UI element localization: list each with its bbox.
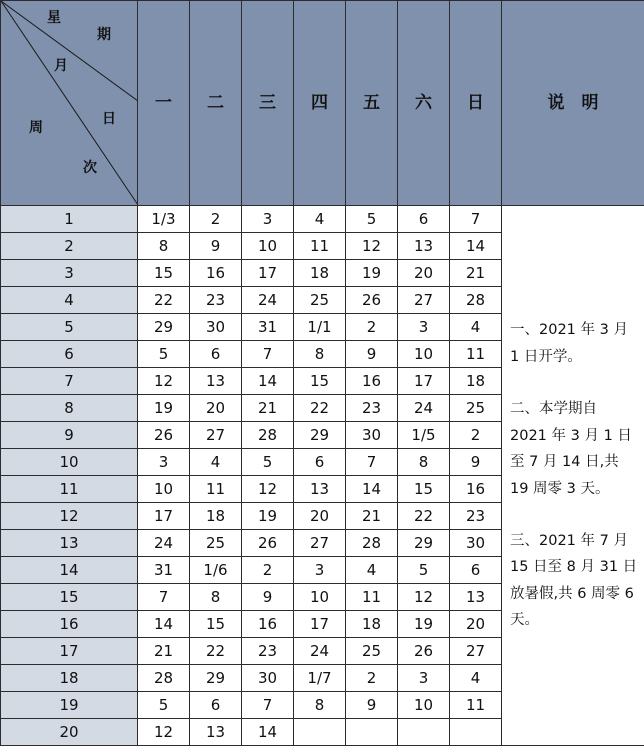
day-header-fri: 五	[346, 1, 398, 206]
date-cell: 10	[138, 476, 190, 503]
note-header: 说 明	[502, 1, 644, 206]
date-cell: 13	[294, 476, 346, 503]
date-cell: 4	[450, 665, 502, 692]
calendar-body	[1, 206, 644, 746]
date-cell: 6	[190, 692, 242, 719]
date-cell: 8	[190, 584, 242, 611]
date-cell: 30	[346, 422, 398, 449]
date-cell: 1/6	[190, 557, 242, 584]
date-cell: 16	[190, 260, 242, 287]
date-cell	[294, 719, 346, 746]
date-cell: 14	[242, 719, 294, 746]
day-header-mon: 一	[138, 1, 190, 206]
date-cell: 14	[450, 233, 502, 260]
date-cell: 6	[398, 206, 450, 233]
date-cell: 5	[346, 206, 398, 233]
corner-label-ri: 日	[102, 112, 116, 126]
date-cell: 17	[138, 503, 190, 530]
date-cell: 9	[450, 449, 502, 476]
day-header-tue: 二	[190, 1, 242, 206]
date-cell: 30	[242, 665, 294, 692]
date-cell: 24	[242, 287, 294, 314]
date-cell: 28	[138, 665, 190, 692]
date-cell: 12	[398, 584, 450, 611]
date-cell: 23	[242, 638, 294, 665]
date-cell: 27	[398, 287, 450, 314]
date-cell: 20	[450, 611, 502, 638]
header-row	[1, 1, 644, 206]
date-cell: 25	[190, 530, 242, 557]
day-header-sat: 六	[398, 1, 450, 206]
date-cell: 18	[294, 260, 346, 287]
date-cell: 1/1	[294, 314, 346, 341]
date-cell: 6	[294, 449, 346, 476]
week-number-cell: 12	[1, 503, 138, 530]
date-cell: 8	[294, 692, 346, 719]
date-cell: 15	[398, 476, 450, 503]
date-cell: 19	[398, 611, 450, 638]
week-number-cell: 3	[1, 260, 138, 287]
week-number-cell: 11	[1, 476, 138, 503]
date-cell: 23	[346, 395, 398, 422]
date-cell: 2	[190, 206, 242, 233]
date-cell: 18	[346, 611, 398, 638]
date-cell: 3	[294, 557, 346, 584]
date-cell: 26	[242, 530, 294, 557]
date-cell: 17	[294, 611, 346, 638]
week-number-cell: 19	[1, 692, 138, 719]
corner-label-ci: 次	[83, 161, 97, 175]
date-cell: 26	[346, 287, 398, 314]
week-number-cell: 4	[1, 287, 138, 314]
date-cell: 2	[450, 422, 502, 449]
date-cell: 10	[398, 692, 450, 719]
date-cell: 20	[294, 503, 346, 530]
week-number-cell: 16	[1, 611, 138, 638]
date-cell: 20	[398, 260, 450, 287]
date-cell: 20	[190, 395, 242, 422]
date-cell: 12	[242, 476, 294, 503]
date-cell	[398, 719, 450, 746]
table-row	[1, 206, 644, 233]
date-cell: 8	[294, 341, 346, 368]
day-header-wed: 三	[242, 1, 294, 206]
date-cell: 13	[190, 368, 242, 395]
note-paragraph: 二、本学期自 2021 年 3 月 1 日至 7 月 14 日,共 19 周零 3 天。	[510, 396, 638, 502]
date-cell: 23	[190, 287, 242, 314]
corner-label-yue: 月	[54, 59, 68, 73]
date-cell: 1/3	[138, 206, 190, 233]
date-cell: 24	[138, 530, 190, 557]
date-cell: 25	[346, 638, 398, 665]
date-cell: 9	[190, 233, 242, 260]
date-cell: 30	[450, 530, 502, 557]
date-cell: 21	[450, 260, 502, 287]
date-cell	[450, 719, 502, 746]
date-cell: 15	[190, 611, 242, 638]
date-cell: 21	[346, 503, 398, 530]
date-cell: 17	[398, 368, 450, 395]
date-cell: 1/7	[294, 665, 346, 692]
date-cell: 5	[242, 449, 294, 476]
date-cell: 7	[138, 584, 190, 611]
date-cell: 11	[294, 233, 346, 260]
date-cell: 29	[190, 665, 242, 692]
date-cell: 2	[346, 665, 398, 692]
date-cell: 13	[398, 233, 450, 260]
date-cell: 3	[138, 449, 190, 476]
date-cell: 19	[138, 395, 190, 422]
diagonal-lines	[1, 1, 138, 205]
date-cell: 22	[398, 503, 450, 530]
date-cell: 21	[138, 638, 190, 665]
date-cell: 9	[242, 584, 294, 611]
date-cell: 29	[294, 422, 346, 449]
date-cell: 4	[450, 314, 502, 341]
date-cell: 31	[242, 314, 294, 341]
date-cell: 2	[346, 314, 398, 341]
date-cell: 14	[138, 611, 190, 638]
week-number-cell: 15	[1, 584, 138, 611]
date-cell: 9	[346, 692, 398, 719]
note-paragraph: 一、2021 年 3 月 1 日开学。	[510, 317, 638, 370]
date-cell: 14	[242, 368, 294, 395]
week-number-cell: 20	[1, 719, 138, 746]
date-cell: 10	[398, 341, 450, 368]
date-cell: 11	[450, 341, 502, 368]
week-number-cell: 8	[1, 395, 138, 422]
date-cell: 5	[138, 341, 190, 368]
date-cell: 10	[294, 584, 346, 611]
date-cell: 24	[398, 395, 450, 422]
date-cell: 11	[346, 584, 398, 611]
date-cell: 8	[138, 233, 190, 260]
corner-label-zhou: 周	[29, 121, 43, 135]
date-cell: 3	[398, 665, 450, 692]
date-cell: 19	[242, 503, 294, 530]
date-cell: 5	[398, 557, 450, 584]
date-cell: 11	[450, 692, 502, 719]
date-cell: 25	[450, 395, 502, 422]
date-cell: 23	[450, 503, 502, 530]
week-number-cell: 1	[1, 206, 138, 233]
corner-label-xing: 星	[47, 11, 61, 25]
date-cell: 28	[242, 422, 294, 449]
week-number-cell: 7	[1, 368, 138, 395]
corner-header-cell	[1, 1, 138, 206]
date-cell: 27	[294, 530, 346, 557]
day-header-sun: 日	[450, 1, 502, 206]
date-cell: 22	[138, 287, 190, 314]
date-cell: 28	[346, 530, 398, 557]
date-cell: 1/5	[398, 422, 450, 449]
date-cell: 12	[138, 368, 190, 395]
date-cell: 7	[346, 449, 398, 476]
date-cell: 15	[138, 260, 190, 287]
date-cell: 4	[190, 449, 242, 476]
date-cell: 27	[190, 422, 242, 449]
date-cell	[346, 719, 398, 746]
date-cell: 16	[242, 611, 294, 638]
date-cell: 15	[294, 368, 346, 395]
date-cell: 9	[346, 341, 398, 368]
note-paragraph: 三、2021 年 7 月 15 日至 8 月 31 日放暑假,共 6 周零 6 天。	[510, 528, 638, 634]
corner-label-qi: 期	[97, 28, 111, 42]
week-number-cell: 2	[1, 233, 138, 260]
week-number-cell: 6	[1, 341, 138, 368]
date-cell: 4	[346, 557, 398, 584]
week-number-cell: 5	[1, 314, 138, 341]
date-cell: 7	[450, 206, 502, 233]
date-cell: 29	[138, 314, 190, 341]
date-cell: 27	[450, 638, 502, 665]
date-cell: 17	[242, 260, 294, 287]
date-cell: 12	[346, 233, 398, 260]
week-number-cell: 17	[1, 638, 138, 665]
date-cell: 4	[294, 206, 346, 233]
date-cell: 16	[346, 368, 398, 395]
week-number-cell: 13	[1, 530, 138, 557]
date-cell: 3	[242, 206, 294, 233]
date-cell: 16	[450, 476, 502, 503]
date-cell: 7	[242, 692, 294, 719]
date-cell: 30	[190, 314, 242, 341]
date-cell: 22	[294, 395, 346, 422]
week-number-cell: 9	[1, 422, 138, 449]
date-cell: 28	[450, 287, 502, 314]
date-cell: 29	[398, 530, 450, 557]
date-cell: 14	[346, 476, 398, 503]
date-cell: 26	[398, 638, 450, 665]
date-cell: 13	[190, 719, 242, 746]
date-cell: 3	[398, 314, 450, 341]
notes-cell	[502, 206, 644, 746]
date-cell: 7	[242, 341, 294, 368]
date-cell: 19	[346, 260, 398, 287]
week-number-cell: 10	[1, 449, 138, 476]
week-number-cell: 18	[1, 665, 138, 692]
date-cell: 6	[450, 557, 502, 584]
date-cell: 8	[398, 449, 450, 476]
date-cell: 12	[138, 719, 190, 746]
date-cell: 18	[190, 503, 242, 530]
date-cell: 5	[138, 692, 190, 719]
date-cell: 31	[138, 557, 190, 584]
date-cell: 26	[138, 422, 190, 449]
day-header-thu: 四	[294, 1, 346, 206]
date-cell: 24	[294, 638, 346, 665]
date-cell: 25	[294, 287, 346, 314]
date-cell: 22	[190, 638, 242, 665]
date-cell: 10	[242, 233, 294, 260]
date-cell: 2	[242, 557, 294, 584]
date-cell: 21	[242, 395, 294, 422]
date-cell: 18	[450, 368, 502, 395]
week-number-cell: 14	[1, 557, 138, 584]
date-cell: 13	[450, 584, 502, 611]
date-cell: 11	[190, 476, 242, 503]
date-cell: 6	[190, 341, 242, 368]
